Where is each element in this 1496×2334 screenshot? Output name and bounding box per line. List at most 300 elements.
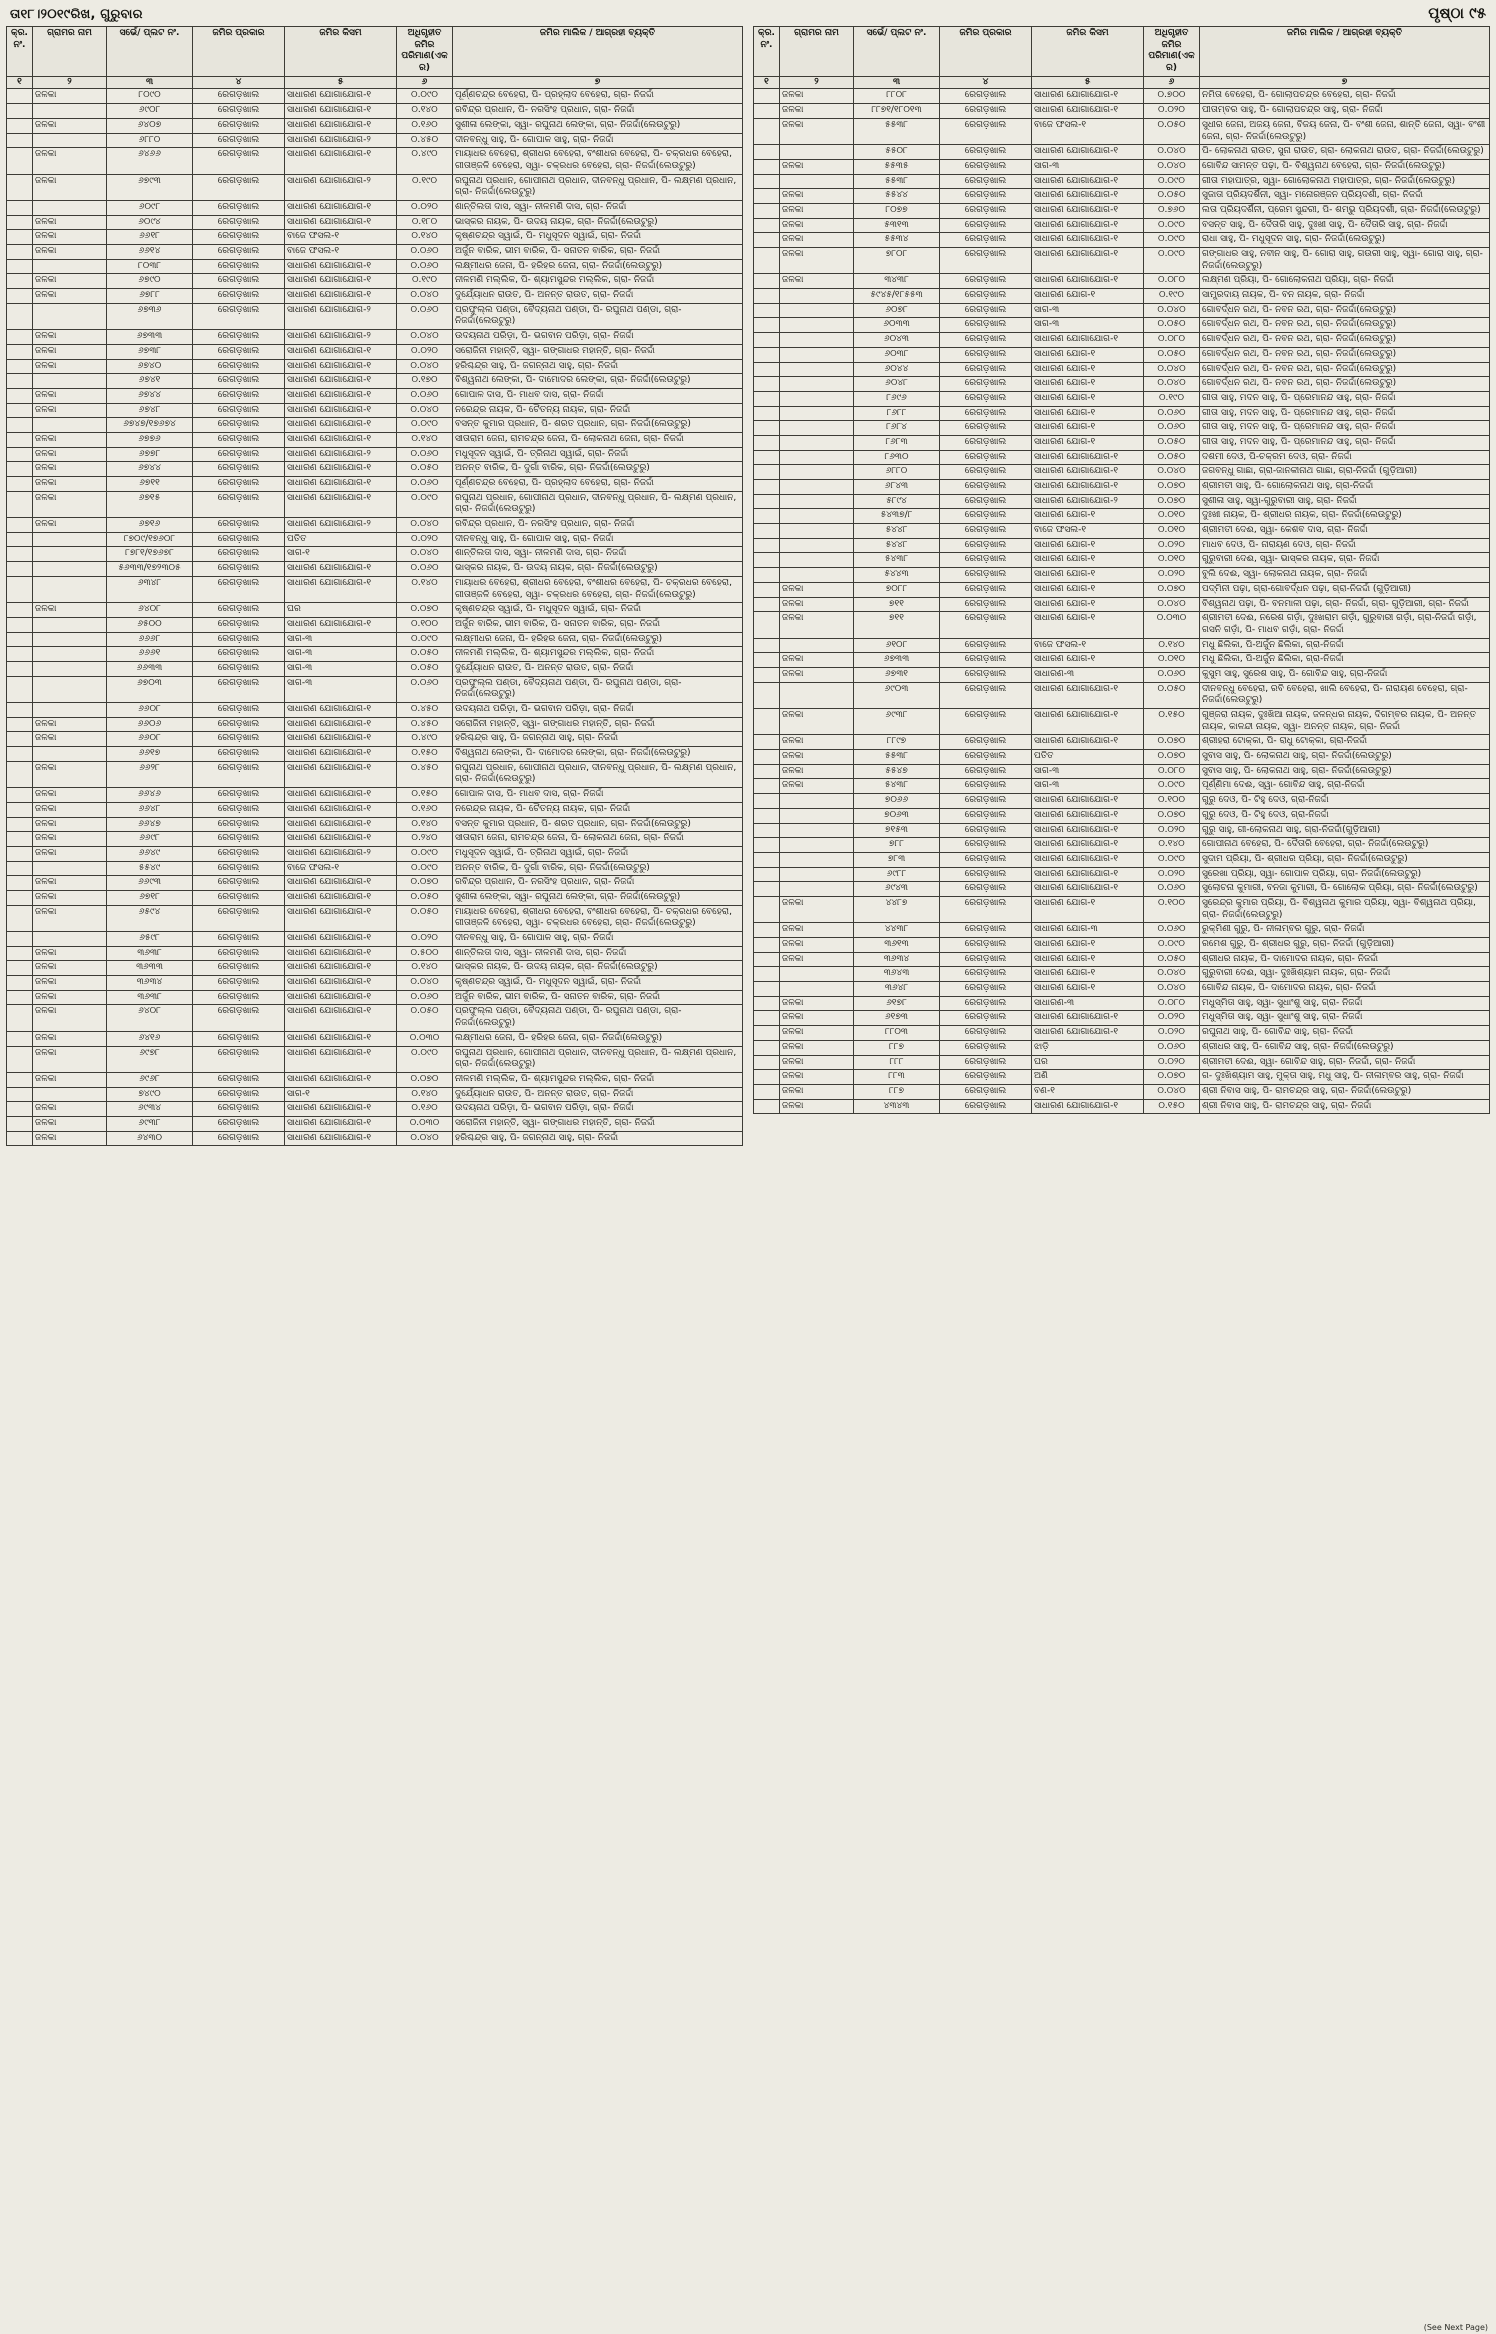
cell: ପ୍ରଫୁଲ୍ଲ ପଣ୍ଡା, ବୈଦ୍ୟନାଥ ପଣ୍ଡା, ପି- ରଘୁନାଥ ପଣ୍ଡା, ଗ୍ରା- ନିଜର୍ଦ୍ଦା(ଲେଉଟୁରୁ) — [453, 676, 743, 702]
cell: ରେଗଡ଼ଖାଲ — [940, 406, 1032, 421]
cell: ରେଗଡ଼ଖାଲ — [193, 547, 285, 562]
cell — [7, 817, 33, 832]
cell: ବାଜେ ଫସଲ-୧ — [285, 861, 397, 876]
cell: ଗୋବିନ୍ଦ ସାମନ୍ତ ପଢ଼ା, ପି- ବିଶ୍ୱନାଥ ବେହେରା, ଗ୍ରା- ନିଜର୍ଦ୍ଦା(ଲେଉଟୁରୁ) — [1200, 159, 1490, 174]
cell: ଦୀନବନ୍ଧୁ ସାହୁ, ପି- ଗୋପାଳ ସାହୁ, ଗ୍ରା- ନିଜର୍ଦ୍ଦା — [453, 133, 743, 148]
cell: ରେଗଡ଼ଖାଲ — [940, 1011, 1032, 1026]
cell — [780, 391, 854, 406]
cell: ୦.୦୬୦ — [397, 477, 453, 492]
cell: ୫୫୩୪ — [854, 233, 940, 248]
cell — [754, 638, 780, 653]
table-row — [754, 362, 1490, 377]
cell — [7, 230, 33, 245]
cell: ସାଧାରଣ ଯୋଗ-୧ — [1032, 982, 1144, 997]
table-row — [754, 838, 1490, 853]
cell: ସାଗ-୩ — [1032, 318, 1144, 333]
cell: ୬୫୦୦ — [107, 617, 193, 632]
cell: ୫୫୪୭ — [854, 764, 940, 779]
cell: ରେଗଡ଼ଖାଲ — [940, 838, 1032, 853]
cell: ସାଧାରଣ ଯୋଗ-୧ — [1032, 896, 1144, 922]
cell: ୦.୧୯୦ — [1144, 289, 1200, 304]
cell: ଅନନ୍ତ ବାରିକ, ପି- ଦୁର୍ଗା ବାରିକ, ଗ୍ରା- ନିଜର୍ଦ୍ଦା(ଲେଉଟୁରୁ) — [453, 861, 743, 876]
cell: ୭୧୧ — [854, 597, 940, 612]
cell: ଜଳକା — [780, 735, 854, 750]
cell: ଶ୍ରୀମତୀ ଦେଈ, ନରେଶ ଗଡ଼ାଁ, ଦୁଃଖରାମ ଗଡ଼ାଁ, ଗୁରୁବାରୀ ଗଡ଼ାଁ, ଗ୍ରା-ନିଜର୍ଦ୍ଦା ଗଡ଼ାଁ, ଗସନି ଗଡ଼ାଁ, ପି- ମାଧବ ଗଡ଼ାଁ, ଗ୍ରା- ନିଜର୍ଦ୍ଦା — [1200, 612, 1490, 638]
table-row — [7, 747, 743, 762]
cell — [754, 524, 780, 539]
table-row — [7, 1031, 743, 1046]
cell — [33, 676, 107, 702]
cell: ରେଗଡ଼ଖାଲ — [193, 89, 285, 104]
cell — [780, 794, 854, 809]
cell: ୦.୧୯୦ — [397, 274, 453, 289]
cell: ୦.୦୭୦ — [1144, 750, 1200, 765]
table-row — [754, 750, 1490, 765]
cell — [7, 89, 33, 104]
cell — [7, 432, 33, 447]
cell: ଜଳକା — [780, 1040, 854, 1055]
cell: ୦.୦୧୦ — [1144, 509, 1200, 524]
cell: ଜଳକା — [33, 388, 107, 403]
cell — [754, 480, 780, 495]
cell: ୦.୨୪୦ — [397, 832, 453, 847]
cell: ୬୬୯୮ — [107, 832, 193, 847]
cell: ଜଳକା — [33, 976, 107, 991]
cell: ଜଗବନ୍ଧୁ ଗାଛା, ଗ୍ରା-ଜାନକୀନାଥ ଗାଛା, ଗ୍ରା-ନିଜର୍ଦ୍ଦା (ଗୁଡ଼ିଆରୀ) — [1200, 465, 1490, 480]
cell: ରେଗଡ଼ଖାଲ — [940, 159, 1032, 174]
table-row — [754, 794, 1490, 809]
cell: ରେଗଡ଼ଖାଲ — [193, 1072, 285, 1087]
cell — [7, 1116, 33, 1131]
cell: ୭୧୫୩ — [854, 823, 940, 838]
cell: ୦.୦୫୦ — [397, 462, 453, 477]
cell: ସାଧାରଣ ଯୋଗାଯୋଗ-୨ — [285, 330, 397, 345]
column-number: ୬ — [397, 76, 453, 89]
cell: ରେଗଡ଼ଖାଲ — [940, 667, 1032, 682]
cell: ଜଳକା — [780, 118, 854, 144]
cell: ପତିତ — [1032, 750, 1144, 765]
cell: ଉଦୟନାଥ ପରିଡ଼ା, ପି- ଭଗବାନ ପରିଡ଼ା, ଗ୍ରା- ନିଜର୍ଦ୍ଦା — [453, 703, 743, 718]
cell: ସାଧାରଣ ଯୋଗାଯୋଗ-୧ — [285, 932, 397, 947]
cell: ସାଧାରଣ ଯୋଗାଯୋଗ-୧ — [285, 905, 397, 931]
cell: ରେଗଡ଼ଖାଲ — [940, 465, 1032, 480]
cell: ୦.୦୭୦ — [397, 876, 453, 891]
cell: ରେଗଡ଼ଖାଲ — [193, 603, 285, 618]
cell: ସାଧାରଣ ଯୋଗାଯୋଗ-୧ — [285, 1046, 397, 1072]
cell: ୦.୦୫୦ — [1144, 118, 1200, 144]
cell: ୫୫୩୮ — [854, 174, 940, 189]
column-number: ୧ — [754, 76, 780, 89]
cell: ରେଗଡ଼ଖାଲ — [940, 938, 1032, 953]
cell — [7, 104, 33, 119]
cell: ଶ୍ରୀଧର ସାହୁ, ପି- ଗୋବିନ୍ଦ ସାହୁ, ଗ୍ରା- ନିଜର୍ଦ୍ଦା(ଲେଉଟୁରୁ) — [1200, 1040, 1490, 1055]
table-row — [754, 1099, 1490, 1114]
cell: ୬୧୭୩ — [854, 1011, 940, 1026]
cell: ସାଧାରଣ ଯୋଗାଯୋଗ-୧ — [285, 104, 397, 119]
cell: ସାଧାରଣ ଯୋଗ-୧ — [1032, 568, 1144, 583]
cell — [33, 303, 107, 329]
cell: ୫୫୦୮ — [854, 145, 940, 160]
cell: ରେଗଡ଼ଖାଲ — [193, 274, 285, 289]
cell: ୫୫୩୫ — [854, 159, 940, 174]
table-row — [754, 248, 1490, 274]
cell: ୦.୦୫୦ — [1144, 318, 1200, 333]
cell: ରେଗଡ଼ଖାଲ — [940, 1099, 1032, 1114]
cell: ରେଗଡ଼ଖାଲ — [193, 876, 285, 891]
cell: ରେଗଡ଼ଖାଲ — [193, 861, 285, 876]
cell: ୬୮୮୦ — [107, 133, 193, 148]
cell: ଜଳକା — [33, 603, 107, 618]
cell: ଜଳକା — [33, 245, 107, 260]
cell — [754, 923, 780, 938]
cell: ଜଳକା — [33, 761, 107, 787]
cell: ୦.୦୬୦ — [397, 259, 453, 274]
cell: ୦.୦୨୦ — [397, 344, 453, 359]
cell: ରେଗଡ଼ଖାଲ — [193, 491, 285, 517]
cell: ସାଧାରଣ ଯୋଗାଯୋଗ-୧ — [1032, 333, 1144, 348]
cell: ରେଗଡ଼ଖାଲ — [193, 259, 285, 274]
cell: ଜଳକା — [33, 447, 107, 462]
cell: ସାଧାରଣ ଯୋଗ-୧ — [1032, 435, 1144, 450]
table-row — [754, 174, 1490, 189]
cell: ୬୬୪୬ — [107, 788, 193, 803]
cell: ଲତା ପ୍ରିୟଦର୍ଶିନୀ, ପ୍ରେମ ସୁନ୍ଦରୀ, ପି- ଶମ୍ଭୁ ପ୍ରିୟଦର୍ଶୀ, ଗ୍ରା- ନିଜର୍ଦ୍ଦା(ଲେଉଟୁରୁ) — [1200, 203, 1490, 218]
cell — [754, 274, 780, 289]
cell: ଲକ୍ଷ୍ମଣ ପ୍ରିୟା, ପି- ଗୋଲୋକନାଥ ପ୍ରିୟା, ଗ୍ରା- ନିଜର୍ଦ୍ଦା — [1200, 274, 1490, 289]
table-row — [754, 568, 1490, 583]
column-number: ୫ — [285, 76, 397, 89]
cell: ୦.୦୬୦ — [397, 447, 453, 462]
cell: ବାଜେ ଫସଲ-୧ — [285, 245, 397, 260]
cell: ୦.୦୪୦ — [397, 518, 453, 533]
cell: ରେଗଡ଼ଖାଲ — [940, 852, 1032, 867]
cell: ସାଧାରଣ ଯୋଗ-୧ — [1032, 612, 1144, 638]
cell: ଜଳକା — [780, 764, 854, 779]
cell: ସାଧାରଣ ଯୋଗାଯୋଗ-୧ — [285, 817, 397, 832]
table-row — [754, 89, 1490, 104]
cell: ଅନନ୍ତ ବାରିକ, ପି- ଦୁର୍ଗା ବାରିକ, ଗ୍ରା- ନିଜର୍ଦ୍ଦା(ଲେଉଟୁରୁ) — [453, 462, 743, 477]
cell: ରେଗଡ଼ଖାଲ — [193, 717, 285, 732]
cell: ୩୬୩୮ — [107, 946, 193, 961]
cell: ରାଧା ସାହୁ, ପି- ମଧୁସୂଦନ ସାହୁ, ଗ୍ରା- ନିଜର୍ଦ୍ଦା(ଲେଉଟୁରୁ) — [1200, 233, 1490, 248]
cell: ଜଳକା — [780, 582, 854, 597]
cell: ଦୁର୍ଯ୍ୟୋଧନ ରାଉତ, ପି- ଅନନ୍ତ ରାଉତ, ଗ୍ରା- ନିଜର୍ଦ୍ଦା — [453, 1087, 743, 1102]
cell: ୬୧୭୮ — [854, 996, 940, 1011]
cell: ୦.୦୨୦ — [1144, 1055, 1200, 1070]
cell — [780, 568, 854, 583]
cell — [7, 632, 33, 647]
cell — [754, 435, 780, 450]
column-number: ୭ — [1200, 76, 1490, 89]
table-row — [754, 509, 1490, 524]
cell: ରେଗଡ଼ଖାଲ — [193, 761, 285, 787]
see-next-page-note: (See Next Page) — [1423, 2323, 1488, 2332]
cell: ରେଗଡ଼ଖାଲ — [940, 391, 1032, 406]
cell: ୦.୪୫୦ — [397, 133, 453, 148]
cell: ସାଧାରଣ ଯୋଗାଯୋଗ-୧ — [285, 388, 397, 403]
cell: ରୁକ୍ମିଣୀ ଗୁରୁ, ପି- ନୀଳାମ୍ବର ଗୁରୁ, ଗ୍ରା- ନିଜର୍ଦ୍ଦା — [1200, 923, 1490, 938]
cell: ସାଧାରଣ ଯୋଗ-୧ — [1032, 538, 1144, 553]
cell — [33, 532, 107, 547]
cell — [754, 568, 780, 583]
column-header: ଜମିର ମାଲିକ / ଆଗ୍ରହୀ ବ୍ୟକ୍ତି — [1200, 27, 1490, 77]
table-row — [754, 582, 1490, 597]
cell: ନୀଳମଣି ମଲ୍ଲିକ, ପି- ଶ୍ୟାମସୁନ୍ଦର ମଲ୍ଲିକ, ଗ୍ରା- ନିଜର୍ଦ୍ଦା — [453, 647, 743, 662]
cell: ଗୀତା ମହାପାତ୍ର, ସ୍ୱା- ଗୋଲୋକନାଥ ମହାପାତ୍ର, ଗ୍ରା- ନିଜର୍ଦ୍ଦା(ଲେଉଟୁରୁ) — [1200, 174, 1490, 189]
cell: ରେଗଡ଼ଖାଲ — [940, 597, 1032, 612]
cell: ଜଳକା — [780, 750, 854, 765]
table-row — [754, 104, 1490, 119]
cell — [780, 465, 854, 480]
cell — [7, 1031, 33, 1046]
cell — [754, 189, 780, 204]
cell: ରେଗଡ଼ଖାଲ — [193, 477, 285, 492]
cell: ୦.୧୭୦ — [397, 374, 453, 389]
cell — [754, 750, 780, 765]
cell: ରେଗଡ଼ଖାଲ — [193, 802, 285, 817]
column-header: ଜମିର ମାଲିକ / ଆଗ୍ରହୀ ବ୍ୟକ୍ତି — [453, 27, 743, 77]
cell: ମାୟାଧର ବେହେରା, ଶ୍ରୀଧର ବେହେରା, ବଂଶୀଧର ବେହେରା, ପି- ଚକ୍ରଧର ବେହେରା, ଗୀତାଞ୍ଜଳି ବେହେରା, ସ୍ୱା- ଚକ୍ରଧର ବେହେରା, ଗ୍ରା- ନିଜର୍ଦ୍ଦା(ଲେଉଟୁରୁ) — [453, 148, 743, 174]
cell: ୦.୦୫୦ — [397, 661, 453, 676]
table-row — [7, 532, 743, 547]
cell: ଗୁରୁବାରୀ ଦେଈ, ସ୍ୱା- ଭାସ୍କର ନାୟକ, ଗ୍ରା- ନିଜର୍ଦ୍ଦା — [1200, 553, 1490, 568]
cell: ଗୀତା ସାହୁ, ମଦନ ସାହୁ, ପି- ପ୍ରେମାନନ୍ଦ ସାହୁ, ଗ୍ରା- ନିଜର୍ଦ୍ଦା — [1200, 421, 1490, 436]
cell: ଭାସ୍କର ନାୟକ, ପି- ଉଦୟ ନାୟକ, ଗ୍ରା- ନିଜର୍ଦ୍ଦା(ଲେଉଟୁରୁ) — [453, 562, 743, 577]
cell: ୮୬୮୪ — [854, 421, 940, 436]
cell: ସାଧାରଣ ଯୋଗାଯୋଗ-୧ — [285, 617, 397, 632]
cell: ଗୋବର୍ଦ୍ଧନ ରଥ, ପି- ନବନ ରଥ, ଗ୍ରା- ନିଜର୍ଦ୍ଦା(ଲେଉଟୁରୁ) — [1200, 362, 1490, 377]
cell — [780, 494, 854, 509]
cell: ୬୭୧୬ — [107, 518, 193, 533]
cell: ରେଗଡ଼ଖାଲ — [940, 347, 1032, 362]
cell: ସାଧାରଣ-୩ — [1032, 667, 1144, 682]
page-header — [6, 3, 1490, 26]
cell: ୬୬୦୮ — [107, 732, 193, 747]
cell: ଜଳକା — [780, 189, 854, 204]
cell: ରେଗଡ଼ଖାଲ — [940, 764, 1032, 779]
cell: ୦.୦୯୦ — [397, 491, 453, 517]
cell — [7, 976, 33, 991]
cell: ୬୭୭୬ — [107, 432, 193, 447]
cell: ଗୋବର୍ଦ୍ଧନ ରଥ, ପି- ନବନ ରଥ, ଗ୍ରା- ନିଜର୍ଦ୍ଦା(ଲେଉଟୁରୁ) — [1200, 318, 1490, 333]
column-header: କ୍ର. ନଂ. — [754, 27, 780, 77]
table-row — [7, 576, 743, 602]
cell: ୦.୦୨୦ — [1144, 104, 1200, 119]
cell: ୬୬୪୮ — [107, 802, 193, 817]
table-row — [7, 1087, 743, 1102]
table-row — [7, 230, 743, 245]
cell: ହରିଶ୍ଚନ୍ଦ୍ର ସାହୁ, ପି- ଜଗନ୍ନାଥ ସାହୁ, ଗ୍ରା- ନିଜର୍ଦ୍ଦା — [453, 1131, 743, 1146]
table-row — [7, 876, 743, 891]
cell: ୫୮୯୪ — [854, 494, 940, 509]
cell: ୦.୧୦୦ — [1144, 896, 1200, 922]
cell: ପୀତାମ୍ବର ସାହୁ, ପି- ଗୋଲାପଚନ୍ଦ୍ର ସାହୁ, ଗ୍ରା- ନିଜର୍ଦ୍ଦା — [1200, 104, 1490, 119]
cell: ୦.୪୯୦ — [397, 732, 453, 747]
table-row — [7, 374, 743, 389]
cell: ସାଧାରଣ ଯୋଗାଯୋଗ-୧ — [285, 215, 397, 230]
cell: ରେଗଡ଼ଖାଲ — [193, 1116, 285, 1131]
cell: ରେଗଡ଼ଖାଲ — [940, 218, 1032, 233]
cell: ରେଗଡ଼ଖାଲ — [193, 447, 285, 462]
cell — [754, 1099, 780, 1114]
table-row — [754, 465, 1490, 480]
cell: ୬୦୯୮ — [107, 200, 193, 215]
cell: ଜଳକା — [780, 1026, 854, 1041]
table-row — [754, 709, 1490, 735]
cell — [33, 374, 107, 389]
cell — [754, 996, 780, 1011]
cell: ଜଳକା — [780, 952, 854, 967]
cell: ୦.୦୯୦ — [397, 632, 453, 647]
cell: ରେଗଡ଼ଖାଲ — [940, 104, 1032, 119]
cell — [754, 1070, 780, 1085]
cell: ଜଳକା — [780, 1070, 854, 1085]
cell: ୬୮୪୩ — [854, 480, 940, 495]
cell: ୬୭୮୮ — [107, 289, 193, 304]
cell: ରେଗଡ଼ଖାଲ — [193, 961, 285, 976]
cell: ୩୬୩୩ — [107, 961, 193, 976]
cell: ଜଳକା — [33, 477, 107, 492]
cell: ଶ୍ରୀ ନିବାସ ସାହୁ, ପି- ରାମଚନ୍ଦ୍ର ସାହୁ, ଗ୍ରା- ନିଜର୍ଦ୍ଦା — [1200, 1099, 1490, 1114]
cell: ୬୯୮୮ — [854, 867, 940, 882]
cell: ସାଧାରଣ ଯୋଗାଯୋଗ-୧ — [285, 344, 397, 359]
table-row — [7, 547, 743, 562]
cell: ରେଗଡ଼ଖାଲ — [193, 905, 285, 931]
cell: ସାଧାରଣ-୩ — [1032, 996, 1144, 1011]
table-row — [7, 817, 743, 832]
cell: ସାଧାରଣ ଯୋଗାଯୋଗ-୧ — [285, 491, 397, 517]
table-row — [754, 435, 1490, 450]
cell — [754, 159, 780, 174]
cell — [780, 823, 854, 838]
cell: କୃଷ୍ଣଚନ୍ଦ୍ର ସ୍ୱାଇଁ, ପି- ମଧୁସୂଦନ ସ୍ୱାଇଁ, ଗ୍ରା- ନିଜର୍ଦ୍ଦା — [453, 230, 743, 245]
cell: ୦.୦୭୦ — [1144, 735, 1200, 750]
cell: ୫୫୩୮ — [854, 750, 940, 765]
cell: ୪୪୮୭ — [854, 896, 940, 922]
table-row — [754, 274, 1490, 289]
cell: ରେଗଡ଼ଖାଲ — [193, 133, 285, 148]
cell: ୭୧୧ — [854, 612, 940, 638]
cell: ରେଗଡ଼ଖାଲ — [940, 1055, 1032, 1070]
cell: ୦.୦୨୦ — [397, 932, 453, 947]
cell — [7, 647, 33, 662]
cell: ୦.୧୯୦ — [397, 174, 453, 200]
cell — [754, 735, 780, 750]
cell: ରଘୁନାଥ ପ୍ରଧାନ, ଗୋପୀନାଥ ପ୍ରଧାନ, ଦୀନବନ୍ଧୁ ପ୍ରଧାନ, ପି- ଲକ୍ଷ୍ମଣ ପ୍ରଧାନ, ଗ୍ରା- ନିଜର୍ଦ୍ଦା(ଲେଉଟୁରୁ) — [453, 1046, 743, 1072]
cell: ପ୍ରଫୁଲ୍ଲ ପଣ୍ଡା, ବୈଦ୍ୟନାଥ ପଣ୍ଡା, ପି- ରଘୁନାଥ ପଣ୍ଡା, ଗ୍ରା- ନିଜର୍ଦ୍ଦା(ଲେଉଟୁରୁ) — [453, 1005, 743, 1031]
cell: ଜଳକା — [780, 709, 854, 735]
cell: ୦.୦୯୦ — [397, 89, 453, 104]
cell — [7, 932, 33, 947]
cell: ଅର୍ଜୁନ ବାରିକ, ଭୀମ ବାରିକ, ପି- ସନାତନ ବାରିକ, ଗ୍ରା- ନିଜର୍ଦ୍ଦା — [453, 990, 743, 1005]
cell: ଦୁର୍ଯ୍ୟୋଧନ ରାଉତ, ପି- ଅନନ୍ତ ରାଉତ, ଗ୍ରା- ନିଜର୍ଦ୍ଦା — [453, 661, 743, 676]
cell — [780, 362, 854, 377]
cell: ରେଗଡ଼ଖାଲ — [940, 233, 1032, 248]
cell: ରେଗଡ଼ଖାଲ — [940, 653, 1032, 668]
cell — [780, 867, 854, 882]
cell — [7, 245, 33, 260]
cell — [754, 450, 780, 465]
cell: ଜଳକା — [33, 174, 107, 200]
cell: ୦.୦୯୦ — [1144, 852, 1200, 867]
cell: ୬୬୩୩ — [107, 661, 193, 676]
cell: ୦.୦୨୦ — [1144, 568, 1200, 583]
cell: ରେଗଡ଼ଖାଲ — [940, 1084, 1032, 1099]
cell — [780, 524, 854, 539]
cell — [780, 145, 854, 160]
cell: ୦.୦୪୦ — [397, 1131, 453, 1146]
cell: ୦.୪୫୦ — [397, 717, 453, 732]
table-row — [754, 318, 1490, 333]
cell: ସାଧାରଣ ଯୋଗାଯୋଗ-୧ — [285, 961, 397, 976]
cell: ହରିଶ୍ଚନ୍ଦ୍ର ସାହୁ, ପି- ଜଗନ୍ନାଥ ସାହୁ, ଗ୍ରା- ନିଜର୍ଦ୍ଦା — [453, 732, 743, 747]
table-row — [7, 603, 743, 618]
column-header: ଗ୍ରାମର ନାମ — [780, 27, 854, 77]
cell: ଲକ୍ଷ୍ମୀଧର ଜେନା, ପି- ହରିହର ଜେନା, ଗ୍ରା- ନିଜର୍ଦ୍ଦା(ଲେଉଟୁରୁ) — [453, 259, 743, 274]
cell: ୫୩୧୩ — [854, 218, 940, 233]
column-header: ସର୍ଭେ/ ପ୍ଲଟ ନଂ. — [107, 27, 193, 77]
cell: ୦.୧୪୦ — [1144, 838, 1200, 853]
cell — [754, 938, 780, 953]
cell: ୦.୧୫୦ — [397, 788, 453, 803]
cell: ୬୬୬୮ — [107, 632, 193, 647]
cell: ୩୬୩୪ — [854, 952, 940, 967]
cell — [7, 374, 33, 389]
cell: ରେଗଡ଼ଖାଲ — [940, 333, 1032, 348]
cell: ୬୭୧୫ — [107, 491, 193, 517]
column-header: ଅଧିଗୃହୀତ ଜମିର ପରିମାଣ(ଏକର) — [1144, 27, 1200, 77]
cell: ଜଳକା — [780, 653, 854, 668]
cell: ଗୋପାଳ ଦାସ, ପି- ମାଧବ ଦାସ, ଗ୍ରା- ନିଜର୍ଦ୍ଦା — [453, 388, 743, 403]
cell: ବାଜେ ଫସଲ-୧ — [1032, 524, 1144, 539]
table-row — [7, 274, 743, 289]
table-row — [7, 344, 743, 359]
cell: ରେଗଡ଼ଖାଲ — [193, 518, 285, 533]
cell — [754, 612, 780, 638]
cell: ୦.୦୪୦ — [1144, 967, 1200, 982]
cell: ସାଧାରଣ ଯୋଗାଯୋଗ-୧ — [1032, 735, 1144, 750]
cell: ରେଗଡ଼ଖାଲ — [940, 735, 1032, 750]
cell: ଜଳକା — [33, 1116, 107, 1131]
cell: ଗୁରୁବାରୀ ଦେଈ, ସ୍ୱା- ଦୁଃଖିଶ୍ୟାମ ନାୟକ, ଗ୍ରା- ନିଜର୍ଦ୍ଦା — [1200, 967, 1490, 982]
cell: ରେଗଡ଼ଖାଲ — [193, 703, 285, 718]
cell: ୦.୧୦୦ — [1144, 794, 1200, 809]
cell: ଜଳକା — [33, 359, 107, 374]
cell — [7, 359, 33, 374]
table-row — [7, 1005, 743, 1031]
cell: ୫୯୪୫/୧୮୫୫୩ — [854, 289, 940, 304]
cell: ସାଧାରଣ ଯୋଗ-୧ — [1032, 938, 1144, 953]
cell: ୦.୧୪୦ — [397, 432, 453, 447]
cell: ସାଧାରଣ ଯୋଗାଯୋଗ-୧ — [285, 89, 397, 104]
cell: ଜଳକା — [780, 1099, 854, 1114]
cell: ୬୭୩୧ — [854, 667, 940, 682]
cell: ରେଗଡ଼ଖାଲ — [940, 118, 1032, 144]
table-row — [754, 1040, 1490, 1055]
cell: ମାୟାଧର ବେହେରା, ଶ୍ରୀଧର ବେହେରା, ବଂଶୀଧର ବେହେରା, ପି- ଚକ୍ରଧର ବେହେରା, ଗୀତାଞ୍ଜଳି ବେହେରା, ସ୍ୱା- ଚକ୍ରଧର ବେହେରା, ଗ୍ରା- ନିଜର୍ଦ୍ଦା(ଲେଉଟୁରୁ) — [453, 905, 743, 931]
cell: ରେଗଡ଼ଖାଲ — [193, 215, 285, 230]
cell: ଜଳକା — [33, 961, 107, 976]
column-header: ସର୍ଭେ/ ପ୍ଲଟ ନଂ. — [854, 27, 940, 77]
cell: ସାଧାରଣ ଯୋଗାଯୋଗ-୧ — [1032, 274, 1144, 289]
cell — [754, 333, 780, 348]
cell: ୮୦୯୦ — [107, 89, 193, 104]
cell: ସାଧାରଣ ଯୋଗ-୧ — [1032, 391, 1144, 406]
cell — [754, 318, 780, 333]
cell — [7, 532, 33, 547]
cell: ସୁରେନ୍ଦ୍ର କୁମାର ପ୍ରିୟା, ପି- ବିଶ୍ୱନାଥ କୁମାର ପ୍ରିୟା, ସ୍ୱା- ବିଶ୍ୱନାଥ ପ୍ରିୟା, ଗ୍ରା- ନିଜର୍ଦ୍ଦା(ଲେଉଟୁରୁ) — [1200, 896, 1490, 922]
cell: ସାଧାରଣ ଯୋଗାଯୋଗ-୧ — [1032, 89, 1144, 104]
